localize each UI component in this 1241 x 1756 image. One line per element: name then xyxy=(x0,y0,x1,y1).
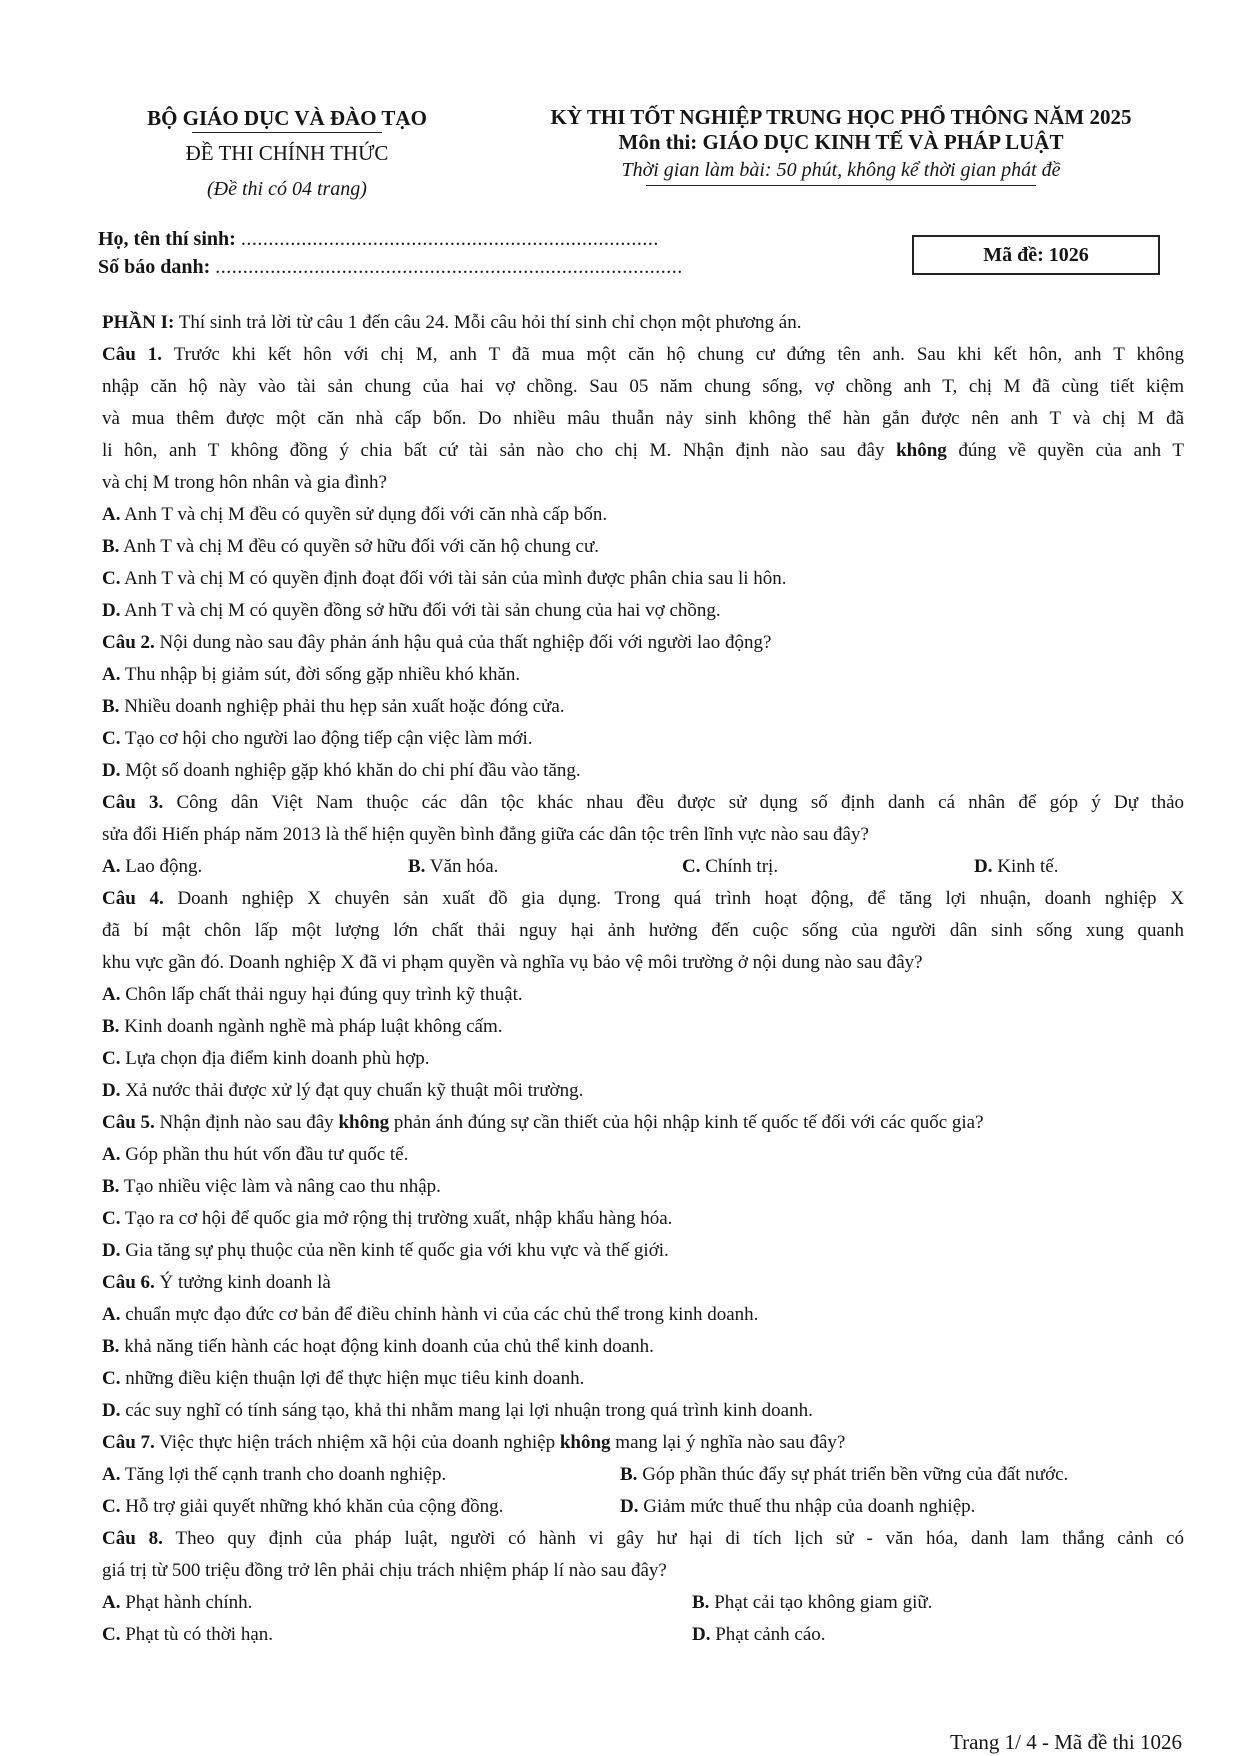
answer-option xyxy=(102,1203,1184,1235)
option-text: Chính trị. xyxy=(700,856,779,877)
question-5 xyxy=(102,1107,1184,1139)
candidate-name-row xyxy=(98,225,659,253)
option-letter: D. xyxy=(620,1496,639,1517)
option-letter: A. xyxy=(102,504,121,525)
answer-option xyxy=(102,1395,1184,1427)
question-text: li hôn, anh T không đồng ý chia bất cứ tài sản nào cho chị M. Nhận định nào sau đây xyxy=(102,440,897,461)
option-letter: A. xyxy=(102,1144,121,1165)
duration-underline xyxy=(646,185,1036,186)
option-letter: C. xyxy=(102,1624,121,1645)
option-text: Hỗ trợ giải quyết những khó khăn của cộng đồng. xyxy=(120,1496,504,1517)
question-8-line: giá trị từ 500 triệu đồng trở lên phải chịu trách nhiệm pháp lí nào sau đây? xyxy=(102,1560,667,1581)
answer-options-row xyxy=(102,1587,1184,1619)
option-text: Giảm mức thuế thu nhập của doanh nghiệp. xyxy=(638,1496,976,1517)
candidate-id-row xyxy=(98,253,683,281)
option-letter: D. xyxy=(102,760,121,781)
question-text: Trước khi kết hôn với chị M, anh T đã mua một căn hộ chung cư đứng tên anh. Sau khi kết hôn, anh T không xyxy=(162,344,1184,365)
part-1-instructions xyxy=(102,307,1184,339)
option-text: Anh T và chị M có quyền đồng sở hữu đối với tài sản chung của hai vợ chồng. xyxy=(120,600,721,621)
question-1-line: và mua thêm được một căn nhà cấp bốn. Do nhiều mâu thuẫn nảy sinh không thể hàn gắn được nên anh T và chị M đã xyxy=(102,408,1184,429)
option-letter: B. xyxy=(102,1016,120,1037)
question-4-line: khu vực gần đó. Doanh nghiệp X đã vi phạm quyền và nghĩa vụ bảo vệ môi trường ở nội dung nào sau đây? xyxy=(102,952,923,973)
question-number: Câu 5. xyxy=(102,1112,155,1133)
negation-keyword: không xyxy=(896,440,947,461)
option-letter: C. xyxy=(102,1496,121,1517)
option-text: Chôn lấp chất thải nguy hại đúng quy trình kỹ thuật. xyxy=(120,984,523,1005)
option-letter: B. xyxy=(102,536,120,557)
answer-option xyxy=(102,1491,620,1523)
exam-content xyxy=(102,307,1184,1651)
answer-option xyxy=(102,979,1184,1011)
answer-option xyxy=(692,1587,1184,1619)
question-text: Ý tưởng kinh doanh là xyxy=(154,1272,331,1293)
question-text: Nội dung nào sau đây phản ánh hậu quả của thất nghiệp đối với người lao động? xyxy=(154,632,772,653)
answer-option xyxy=(102,1043,1184,1075)
option-text: Phạt cảnh cáo. xyxy=(710,1624,826,1645)
exam-title: KỲ THI TỐT NGHIỆP TRUNG HỌC PHỔ THÔNG NĂM 2025 xyxy=(550,105,1132,129)
question-number: Câu 4. xyxy=(102,888,164,909)
candidate-name-label: Họ, tên thí sinh: xyxy=(98,228,236,250)
candidate-name-blank: ............................................................................ xyxy=(240,228,659,250)
question-4-line xyxy=(102,883,1184,915)
option-text: Nhiều doanh nghiệp phải thu hẹp sản xuất hoặc đóng cửa. xyxy=(119,696,565,717)
question-1-line xyxy=(102,339,1184,371)
question-text: mang lại ý nghĩa nào sau đây? xyxy=(610,1432,846,1453)
part-label: PHẦN I: xyxy=(102,312,175,333)
answer-option xyxy=(102,851,408,883)
option-letter: A. xyxy=(102,664,121,685)
answer-option xyxy=(102,755,1184,787)
answer-option xyxy=(102,1011,1184,1043)
answer-option xyxy=(974,851,1184,883)
option-letter: C. xyxy=(682,856,701,877)
option-text: Phạt hành chính. xyxy=(120,1592,253,1613)
answer-option xyxy=(102,595,1184,627)
option-text: Tạo ra cơ hội để quốc gia mở rộng thị trường xuất, nhập khẩu hàng hóa. xyxy=(120,1208,673,1229)
candidate-id-label: Số báo danh: xyxy=(98,256,211,278)
question-4-line: đã bí mật chôn lấp một lượng lớn chất thải nguy hại ảnh hưởng đến cuộc sống của người dân sinh sống xung quanh xyxy=(102,920,1184,941)
option-text: Thu nhập bị giảm sút, đời sống gặp nhiều khó khăn. xyxy=(120,664,521,685)
answer-option xyxy=(692,1619,1184,1651)
answer-option xyxy=(620,1459,1184,1491)
option-letter: A. xyxy=(102,984,121,1005)
answer-option xyxy=(102,1619,692,1651)
option-letter: C. xyxy=(102,1368,121,1389)
option-letter: A. xyxy=(102,1304,121,1325)
option-letter: B. xyxy=(620,1464,638,1485)
option-letter: D. xyxy=(102,1080,121,1101)
exam-duration: Thời gian làm bài: 50 phút, không kể thời gian phát đề xyxy=(621,159,1061,181)
option-text: Gia tăng sự phụ thuộc của nền kinh tế quốc gia với khu vực và thế giới. xyxy=(120,1240,669,1261)
answer-options-row xyxy=(102,1619,1184,1651)
option-text: Anh T và chị M đều có quyền sở hữu đối với căn hộ chung cư. xyxy=(119,536,599,557)
part-instruction-text: Thí sinh trả lời từ câu 1 đến câu 24. Mỗi câu hỏi thí sinh chỉ chọn một phương án. xyxy=(174,312,802,333)
option-letter: B. xyxy=(408,856,426,877)
question-1-line: và chị M trong hôn nhân và gia đình? xyxy=(102,472,387,493)
option-letter: B. xyxy=(102,1336,120,1357)
answer-option xyxy=(408,851,682,883)
question-number: Câu 3. xyxy=(102,792,164,813)
option-text: Kinh tế. xyxy=(992,856,1059,877)
option-letter: D. xyxy=(102,1240,121,1261)
negation-keyword: không xyxy=(559,1432,611,1453)
page-footer: Trang 1/ 4 - Mã đề thi 1026 xyxy=(950,1730,1182,1754)
answer-option xyxy=(102,1075,1184,1107)
answer-option xyxy=(102,531,1184,563)
answer-option xyxy=(102,691,1184,723)
option-text: Văn hóa. xyxy=(425,856,499,877)
option-text: Kinh doanh ngành nghề mà pháp luật không cấm. xyxy=(119,1016,503,1037)
answer-option xyxy=(102,659,1184,691)
question-2 xyxy=(102,627,1184,659)
question-3-line xyxy=(102,787,1184,819)
answer-option xyxy=(102,1235,1184,1267)
option-text: Góp phần thúc đẩy sự phát triển bền vững của đất nước. xyxy=(637,1464,1069,1485)
question-text: phản ánh đúng sự cần thiết của hội nhập kinh tế quốc tế đối với các quốc gia? xyxy=(389,1112,984,1133)
option-text: các suy nghĩ có tính sáng tạo, khả thi nhằm mang lại lợi nhuận trong quá trình kinh doanh. xyxy=(120,1400,813,1421)
answer-options-row xyxy=(102,1491,1184,1523)
option-text: khả năng tiến hành các hoạt động kinh doanh của chủ thể kinh doanh. xyxy=(119,1336,654,1357)
answer-options-row xyxy=(102,851,1184,883)
option-text: Góp phần thu hút vốn đầu tư quốc tế. xyxy=(120,1144,409,1165)
question-text: đúng về quyền của anh T xyxy=(946,440,1184,461)
question-1-line xyxy=(102,435,1184,467)
question-8-line xyxy=(102,1523,1184,1555)
question-text: Việc thực hiện trách nhiệm xã hội của doanh nghiệp xyxy=(154,1432,560,1453)
option-text: Một số doanh nghiệp gặp khó khăn do chi phí đầu vào tăng. xyxy=(120,760,581,781)
answer-option xyxy=(102,1587,692,1619)
answer-option xyxy=(102,1299,1184,1331)
option-text: những điều kiện thuận lợi để thực hiện mục tiêu kinh doanh. xyxy=(120,1368,585,1389)
option-letter: D. xyxy=(102,600,121,621)
ministry-underline xyxy=(192,132,382,133)
answer-options-row xyxy=(102,1459,1184,1491)
option-text: Anh T và chị M có quyền định đoạt đối với tài sản của mình được phân chia sau li hôn. xyxy=(120,568,787,589)
option-text: Tạo cơ hội cho người lao động tiếp cận việc làm mới. xyxy=(120,728,533,749)
option-letter: D. xyxy=(974,856,993,877)
option-letter: B. xyxy=(102,696,120,717)
option-text: Phạt tù có thời hạn. xyxy=(120,1624,274,1645)
option-letter: C. xyxy=(102,728,121,749)
question-number: Câu 7. xyxy=(102,1432,155,1453)
option-letter: C. xyxy=(102,568,121,589)
answer-option xyxy=(102,1171,1184,1203)
answer-option xyxy=(620,1491,1184,1523)
option-text: Anh T và chị M đều có quyền sử dụng đối với căn nhà cấp bốn. xyxy=(120,504,608,525)
page-count-note: (Đề thi có 04 trang) xyxy=(207,178,367,200)
answer-option xyxy=(102,499,1184,531)
exam-code-box: Mã đề: 1026 xyxy=(912,235,1160,275)
option-letter: A. xyxy=(102,1464,121,1485)
question-text: Nhận định nào sau đây xyxy=(154,1112,339,1133)
option-text: Tạo nhiều việc làm và nâng cao thu nhập. xyxy=(119,1176,441,1197)
candidate-id-blank: ..................................................................................... xyxy=(215,256,683,278)
ministry-name: BỘ GIÁO DỤC VÀ ĐÀO TẠO xyxy=(147,106,427,130)
option-letter: C. xyxy=(102,1048,121,1069)
option-text: Lao động. xyxy=(120,856,203,877)
option-text: Xả nước thải được xử lý đạt quy chuẩn kỹ thuật môi trường. xyxy=(120,1080,584,1101)
answer-option xyxy=(682,851,974,883)
option-text: Tăng lợi thế cạnh tranh cho doanh nghiệp. xyxy=(120,1464,447,1485)
negation-keyword: không xyxy=(338,1112,390,1133)
answer-option xyxy=(102,1459,620,1491)
question-1-line: nhập căn hộ này vào tài sản chung của hai vợ chồng. Sau 05 năm chung sống, vợ chồng anh T, chị M đã cùng tiết kiệm xyxy=(102,376,1184,397)
answer-option xyxy=(102,1331,1184,1363)
option-letter: C. xyxy=(102,1208,121,1229)
question-text: Doanh nghiệp X chuyên sản xuất đồ gia dụng. Trong quá trình hoạt động, để tăng lợi nhuận, doanh nghiệp X xyxy=(163,888,1184,909)
header-left xyxy=(98,104,476,203)
option-letter: B. xyxy=(102,1176,120,1197)
question-7 xyxy=(102,1427,1184,1459)
option-letter: A. xyxy=(102,1592,121,1613)
option-letter: B. xyxy=(692,1592,710,1613)
question-6 xyxy=(102,1267,1184,1299)
question-number: Câu 1. xyxy=(102,344,163,365)
option-letter: D. xyxy=(102,1400,121,1421)
question-text: Công dân Việt Nam thuộc các dân tộc khác nhau đều được sử dụng số định danh cá nhân để góp ý Dự thảo xyxy=(163,792,1184,813)
official-exam-label: ĐỀ THI CHÍNH THỨC xyxy=(185,141,389,165)
question-number: Câu 6. xyxy=(102,1272,155,1293)
exam-subject: Môn thi: GIÁO DỤC KINH TẾ VÀ PHÁP LUẬT xyxy=(618,130,1064,154)
question-text: Theo quy định của pháp luật, người có hành vi gây hư hại di tích lịch sử - văn hóa, danh lam thắng cảnh có xyxy=(162,1528,1184,1549)
question-number: Câu 8. xyxy=(102,1528,163,1549)
answer-option xyxy=(102,723,1184,755)
option-text: chuẩn mực đạo đức cơ bản để điều chỉnh hành vi của các chủ thể trong kinh doanh. xyxy=(120,1304,759,1325)
question-3-line: sửa đổi Hiến pháp năm 2013 là thể hiện quyền bình đẳng giữa các dân tộc trên lĩnh vực nào sau đây? xyxy=(102,824,869,845)
option-text: Lựa chọn địa điểm kinh doanh phù hợp. xyxy=(120,1048,430,1069)
answer-option xyxy=(102,1139,1184,1171)
option-text: Phạt cải tạo không giam giữ. xyxy=(709,1592,933,1613)
header-right xyxy=(496,104,1186,186)
answer-option xyxy=(102,563,1184,595)
option-letter: D. xyxy=(692,1624,711,1645)
option-letter: A. xyxy=(102,856,121,877)
answer-option xyxy=(102,1363,1184,1395)
question-number: Câu 2. xyxy=(102,632,155,653)
